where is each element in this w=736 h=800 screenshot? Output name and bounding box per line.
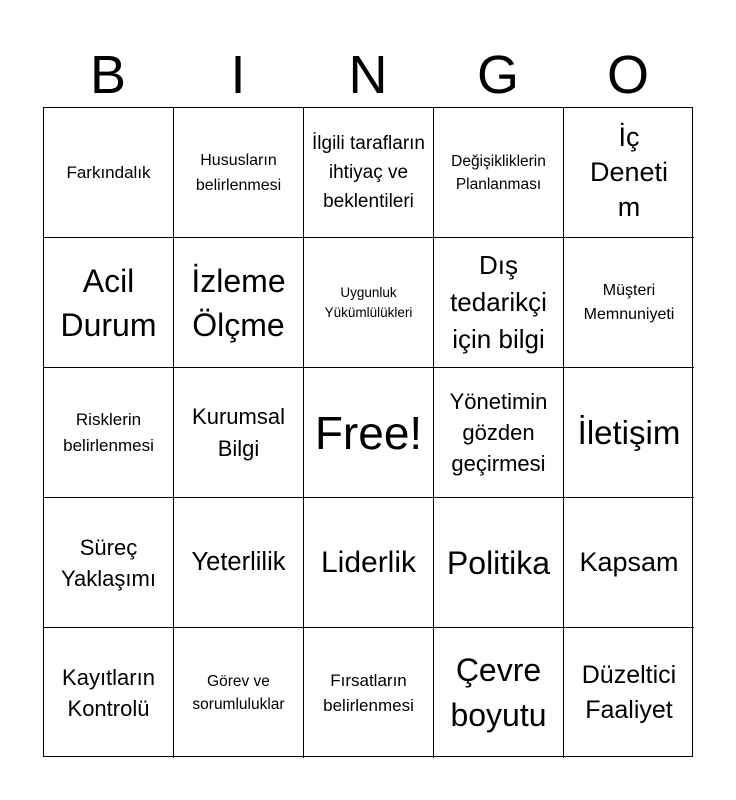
bingo-cell[interactable] xyxy=(434,498,564,628)
bingo-cell[interactable] xyxy=(304,498,434,628)
cell-label: Liderlik xyxy=(320,545,417,579)
cell-label: Uygunluk Yükümlülükleri xyxy=(324,284,413,320)
bingo-cell[interactable] xyxy=(44,238,174,368)
cell-label: Dış tedarikçi için bilgi xyxy=(450,250,547,354)
free-space-label: Free! xyxy=(314,406,423,459)
cell-label: Yeterlilik xyxy=(191,548,286,576)
bingo-board xyxy=(43,107,693,757)
bingo-cell[interactable] xyxy=(44,628,174,758)
cell-label: Farkındalık xyxy=(66,162,151,182)
bingo-cell[interactable] xyxy=(564,628,694,758)
cell-label: Müşteri Memnuniyeti xyxy=(583,281,675,323)
bingo-cell[interactable] xyxy=(174,628,304,758)
bingo-cell[interactable] xyxy=(44,368,174,498)
bingo-cell[interactable] xyxy=(304,628,434,758)
header-letter-i: I xyxy=(230,45,246,105)
cell-label: İlgili tarafların ihtiyaç ve beklentileri xyxy=(312,133,425,212)
bingo-cell[interactable] xyxy=(174,498,304,628)
bingo-cell[interactable] xyxy=(174,238,304,368)
bingo-cell[interactable] xyxy=(564,108,694,238)
bingo-cell[interactable] xyxy=(434,108,564,238)
cell-label: Politika xyxy=(446,544,551,581)
cell-label: İzleme Ölçme xyxy=(191,262,286,343)
cell-label: Risklerin belirlenmesi xyxy=(63,409,154,455)
cell-label: Kapsam xyxy=(579,547,679,577)
cell-label: Kayıtların Kontrolü xyxy=(62,665,155,721)
cell-label: Değişikliklerin Planlanması xyxy=(451,152,546,193)
cell-label: Çevre boyutu xyxy=(450,652,547,733)
cell-label: Kurumsal Bilgi xyxy=(192,403,285,461)
cell-label: Görev ve sorumluluklar xyxy=(192,673,285,713)
bingo-cell[interactable] xyxy=(174,368,304,498)
header-letter-g: G xyxy=(476,45,519,105)
bingo-cell[interactable] xyxy=(304,238,434,368)
bingo-cell[interactable] xyxy=(434,368,564,498)
bingo-cell[interactable] xyxy=(174,108,304,238)
cell-label: Acil Durum xyxy=(60,262,157,343)
bingo-cell[interactable] xyxy=(44,108,174,238)
header-letter-o: O xyxy=(606,45,649,105)
cell-label: Hususların belirlenmesi xyxy=(195,151,282,194)
bingo-cell[interactable] xyxy=(564,238,694,368)
cell-label: Düzeltici Faaliyet xyxy=(581,661,677,724)
bingo-cell[interactable] xyxy=(304,368,434,498)
bingo-cell[interactable] xyxy=(304,108,434,238)
bingo-cell[interactable] xyxy=(434,238,564,368)
cell-label: Süreç Yaklaşımı xyxy=(61,534,156,591)
cell-label: Fırsatların belirlenmesi xyxy=(323,671,414,715)
header-letter-n: N xyxy=(348,45,388,105)
cell-label: Yönetimin gözden geçirmesi xyxy=(449,389,548,476)
bingo-cell[interactable] xyxy=(434,628,564,758)
bingo-cell[interactable] xyxy=(564,498,694,628)
cell-label: İletişim xyxy=(577,413,681,451)
header-letter-b: B xyxy=(89,45,127,105)
cell-label: İç Denetim xyxy=(589,122,669,222)
bingo-cell[interactable] xyxy=(44,498,174,628)
bingo-cell[interactable] xyxy=(564,368,694,498)
bingo-header xyxy=(43,42,693,108)
